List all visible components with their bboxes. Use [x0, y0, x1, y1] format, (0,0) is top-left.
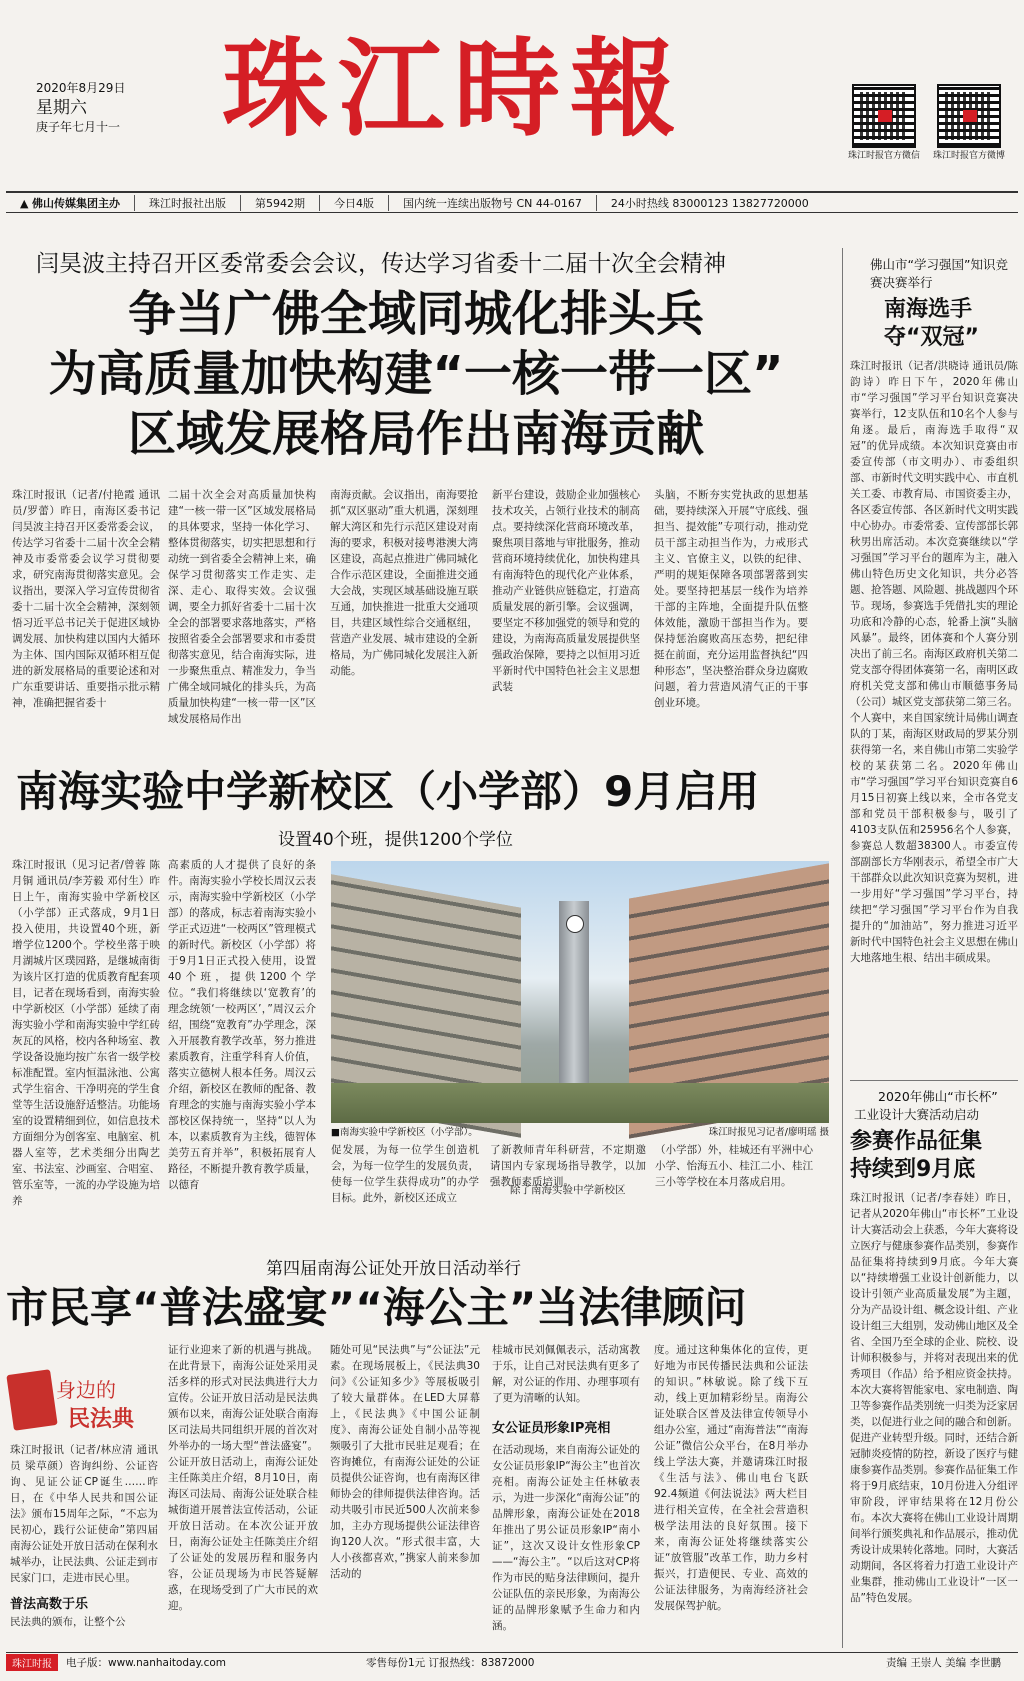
qr-code-icon — [852, 84, 916, 148]
side2-body: 珠江时报讯（记者/李春娃）昨日，记者从2020年佛山“市长杯”工业设计大赛活动会上获悉，今年大赛将设立医疗与健康参赛作品类别，参赛作品征集将持续到9月底。今年大赛以“持续增强工业设计创新能力，以设计引领产业高质量发展”为主题，分为产品设计组、概念设计组、产业设计组三大组别，发动佛山地区及全省、全国乃至全球的企业、院校、设计师积极参与，并将对表现出来的优秀项目（作品）给予相应资金扶持。本次大赛将智能家电、家电制造、陶卫等参赛作品类别统一归类为泛家居类，以促进行业之间的融合和创新。促进产业转型升级。同时，还结合新冠肺炎疫情的防控，新设了医疗与健康参赛作品类别。参赛作品征集工作将于9月底结束，10月份进入分组评审阶段，评审结果将在12月份公布。本次大赛将在佛山工业设计周期间举行颁奖典礼和作品展示，推动优秀设计成果转化落地。同时，大赛活动期间，各区将着力打造工业设计产业集群，推动佛山工业设计“一区一品”特色发展。 — [850, 1192, 1018, 1604]
sidebar-rule — [850, 1080, 1018, 1081]
school-campus-photo — [331, 861, 829, 1123]
publisher: ▲ 佛山传媒集团主办 — [6, 195, 135, 211]
footer-bar — [6, 1652, 1018, 1672]
notary-col4: 桂城市民刘佩佩表示，活动寓教于乐，让自己对民法典有更多了解，对公证的作用、办理事项有了更为清晰的认知。 — [492, 1344, 640, 1404]
notary-title: 市民享“普法盛宴”“海公主”当法律顾问 — [6, 1283, 747, 1332]
footer-site[interactable]: 电子版：www.nanhaitoday.com — [66, 1657, 227, 1669]
info-bar — [6, 191, 1018, 213]
clock-tower — [559, 901, 589, 1091]
courtyard — [331, 1083, 829, 1123]
school-col1: 珠江时报讯（见习记者/曾蓉 陈月铜 通讯员/李芳毅 邓付生）昨日上午，南海实验中学新校区（小学部）正式落成，9月1日投入使用，共设置40个班，新增学位1200个。学校坐落于映月湖城片区璞园路，是继城南街为该片区打造的优质教育配套项目，记者在现场看到，南海实验中学新校区（小学部）延续了南海实验小学和南海实验中学红砖灰瓦的风格，校内各种场室、教学设备设施均按广东省一级学校标准配置。室内恒温泳池、公寓式学生宿舍、干净明亮的学生食堂等生活设施舒适整洁。功能场室的设置精细到位，如信息技术方面细分为创客室、电脑室、机器人室等，艺术类细分出陶艺室、书法室、沙画室、合唱室、管乐室等，一流的办学设施为培养 — [12, 859, 160, 1207]
lead-col4: 新平台建设，鼓励企业加强核心技术攻关，占领行业技术的制高点。要持续深化营商环境改革，聚焦项目落地与审批服务，推动营商环境持续优化，加快构建具有南海特色的现代化产业体系，推动产业链供应链稳定，打造高质量发展的新引擎。会议强调，要坚定不移加强党的领导和党的建设，为南海高质量发展提供坚强政治保障，要持之以恒用习近平新时代中国特色社会主义思想武装 — [492, 489, 640, 693]
side1-kicker: 佛山市“学习强国”知识竞赛决赛举行 — [870, 257, 1008, 290]
masthead-logo: 珠江時報 — [222, 26, 686, 151]
notary-col3: 随处可见“民法典”与“公证法”元素。在现场展板上，《民法典30问》《公证知多少》等展板吸引了较大量群体。在LED大屏幕上，《民法典》《中国公证制度》、南海公证处自制小品等视频吸引了大批市民驻足观看；在咨询摊位，有南海公证处的公证员提供公证咨询，也有南海区律师协会的律师提供法律咨询。活动共吸引市民近500人次前来参加，主办方现场提供公证法律咨询120人次。“形式很丰富，大人小孩都喜欢，”携家人前来参加活动的 — [330, 1344, 480, 1580]
cn-number: 国内统一连续出版物号 CN 44-0167 — [389, 195, 597, 211]
notary-col1-subhead: 普法高数于乐 — [10, 1597, 89, 1612]
lead-col5: 头脑，不断夯实党执政的思想基础，要持续深入开展“守底线、强担当、提效能”专项行动，推动党员干部主动担当作为，力戒形式主义、官僚主义，以铁的纪律、严明的规矩保障各项部署落到实处。要坚持把基层一线作为培养干部的主阵地，全面提升队伍整体效能，激励干部担当作为。要保持惩治腐败高压态势，把纪律挺在前面，充分运用监督执纪“四种形态”，坚决整治群众身边腐败问题，着力营造风清气正的干事创业环境。 — [654, 489, 808, 709]
issue-date: 2020年8月29日 — [36, 81, 126, 95]
lead-title-line3: 区域发展格局作出南海贡献 — [127, 406, 704, 462]
notary-col1b: 民法典的颁布，让整个公 — [10, 1616, 126, 1628]
lead-col1: 珠江时报讯（记者/付艳霞 通讯员/罗蕾）昨日，南海区委书记闫昊波主持召开区委常委会议，传达学习省委十二届十次全会精神及市委常委会议学习贯彻要求，研究南海贯彻落实意见。会议指出，要深入学习宣传贯彻省委十二届十次全会精神，深刻领悟习近平总书记关于促进区域协调发展、加快构建以国内大循环为主体、国内国际双循环相互促进的新发展格局的重要论述和对广东重要讲话、重要指示批示精神，准确把握省委十 — [12, 489, 160, 709]
school-subtitle: 设置40个班，提供1200个学位 — [278, 830, 513, 850]
issue-number: 第5942期 — [241, 195, 320, 211]
column-logo-line1: 身边的 — [56, 1378, 116, 1402]
school-col3: 促发展，为每一位学生创造机会，为每一位学生的发展负责，使每一位学生获得成功”的办学目标。此外，新校区还成立 — [331, 1144, 479, 1204]
school-col2: 高素质的人才提供了良好的条件。南海实验小学校长周汉云表示，南海实验中学新校区（小学部）的落成，标志着南海实验小学正式迈进“一校两区”管理模式的新时代。新校区（小学部）将于9月1日正式投入使用，设置40个班，提供1200个学位。“我们将继续以‘宽教育’的理念统领‘一校两区’，”周汉云介绍，围绕“宽教育”办学理念，深入开展教育教学改革，努力推进素质教育，注重学科育人价值，落实立德树人根本任务。周汉云介绍，新校区在教师的配备、教育理念的实施与南海实验小学本部校区保持统一，坚持“以人为本，以素质教育为主线，德智体美劳五育并举”，积极拓展育人路径，不断提升教育教学质量，以德育 — [168, 859, 316, 1191]
notary-col1: 珠江时报讯（记者/林应清 通讯员 梁草颜）咨询纠纷、公证咨询、见证公证CP诞生……昨日，在《中华人民共和国公证法》颁布15周年之际，“不忘为民初心，践行公证使命”第四届南海公证处开放日活动在保利水城举办，让民法典、公证走到市民家门口，走进市民心里。 — [10, 1444, 158, 1584]
issue-date-block — [36, 80, 125, 136]
book-icon — [6, 1369, 57, 1431]
caption-credit: 珠江时报见习记者/廖明瑶 摄 — [708, 1127, 829, 1138]
notary-col2: 证行业迎来了新的机遇与挑战。在此背景下，南海公证处采用灵活多样的形式对民法典进行大力宣传。公证开放日活动是民法典颁布以来，南海公证处联合南海区司法局共同组织开展的首次对外举办的一场大型“普法盛宴”。公证开放日活动上，南海公证处主任陈美庄介绍，8月10日，南海区司法局、南海公证处联合桂城街道开展普法宣传活动，公证开放日活动。在本次公证开放日，南海公证处主任陈美庄介绍了公证处的发展历程和服务内容，公证员现场为市民答疑解惑，在现场受到了广大市民的欢迎。 — [168, 1344, 318, 1612]
lead-title-line2: 为高质量加快构建“一核一带一区” — [48, 346, 784, 402]
notary-col4-subhead: 女公证员形象IP亮相 — [492, 1421, 611, 1436]
lead-title-line1: 争当广佛全域同城化排头兵 — [127, 286, 704, 342]
school-title: 南海实验中学新校区（小学部）9月启用 — [16, 767, 760, 816]
lunar-date: 庚子年七月十一 — [36, 120, 121, 134]
side1-title2: 夺“双冠” — [884, 325, 979, 350]
issue-weekday: 星期六 — [36, 98, 87, 118]
side2-kicker2: 工业设计大赛活动启动 — [854, 1107, 980, 1122]
notary-col4-block — [492, 1342, 640, 1647]
side2-title1: 参赛作品征集 — [850, 1129, 983, 1154]
school-col5: （小学部）外，桂城还有平洲中心小学、怡海五小、桂江二小、桂江三小等学校在本月落成启用。 — [655, 1144, 813, 1188]
side1-title1: 南海选手 — [884, 297, 973, 322]
side2-title2: 持续到9月底 — [850, 1157, 976, 1182]
lead-col3: 南海贡献。会议指出，南海要抢抓“双区驱动”重大机遇，深刻理解大湾区和先行示范区建设对南海的要求，积极对接粤港澳大湾区建设，高起点推进广佛同城化合作示范区建设，全面推进交通大会战，实现区域基础设施互联互通，加快推进一批重大交通项目，共建区域性综合交通枢纽，营造产业发展、城市建设的全新格局，为广佛同城化发展注入新动能。 — [330, 489, 478, 677]
side1-body: 珠江时报讯（记者/洪晓诗 通讯员/陈韵诗）昨日下午，2020年佛山市“学习强国”学习平台知识竞赛决赛举行，12支队伍和10名个人参与角逐。最后，南海选手取得“双冠”的优异成绩。本次知识竞赛由市委宣传部（市文明办）、市委组织部、市新时代文明实践中心、市直机关工委、市教育局、市国资委主办，各区委宣传部、各区新时代文明实践中心协办。市委常委、宣传部部长郭秋男出席活动。本次竞赛继续以“学习强国”学习平台的题库为主，融入佛山特色历史文化知识，共分必答题、抢答题、风险题、挑战题四个环节。现场，参赛选手凭借扎实的理论功底和冷静的心态，轮番上演“头脑风暴”。最终，团体赛和个人赛分别决出了前三名。南海区政府机关第二党支部夺得团体赛第一名，南明区政府机关党支部和佛山市顺德事务局（公司）城区党支部获第二第三名。个人赛中，来自国家统计局佛山调查队的丁某，南海区财政局的罗某分别获得第一名，来自佛山市第二实验学校的某获第二名。2020年佛山市“学习强国”学习平台知识竞赛自6月15日初赛上线以来，全市各党支部和党员干部积极参与，吸引了4103支队伍和25956名个人参赛，参赛总人数超38300人。市委宣传部副部长方华刚表示，希望全市广大干部群众以此次知识竞赛为契机，进一步用好“学习强国”学习平台，持续把“学习强国”学习平台作为自我提升的“加油站”，努力推进习近平新时代中国特色社会主义思想在佛山大地落地生根、结出丰硕成果。 — [850, 360, 1018, 964]
side2-kicker1: 2020年佛山“市长杯” — [878, 1089, 998, 1104]
weibo-qr[interactable] — [932, 84, 1009, 161]
civil-code-column-logo — [10, 1368, 158, 1436]
lead-headline — [6, 284, 826, 464]
qr-label: 珠江时报官方微信 — [847, 151, 920, 161]
notary-col4b: 在活动现场，来自南海公证处的女公证员形象IP“海公主”也首次亮相。南海公证处主任林敏表示，为进一步深化“南海公证”的品牌形象，南海公证处在2018年推出了男公证员形象IP“南小证”，这次又设计女性形象CP——“海公主”。“以后这对CP将作为市民的贴身法律顾问，提升公证队伍的亲民形象，为南海公证的品牌形象赋予生命力和内涵。 — [492, 1444, 640, 1632]
notary-col5: 度。通过这种集体化的宣传，更好地为市民传播民法典和公证法的知识。”林敏说。除了线下互动，线上更加精彩纷呈。南海公证处联合区普及法律宣传领导小组办公室，通过“南海普法”“南海公证”微信公众平台，在8月举办线上学法大赛，并邀请珠江时报《生活与法》、佛山电台飞跃92.4频道《何法说法》两大栏目进行相关宣传，在全社会营造积极学法用法的良好氛围。接下来，南海公证处将继续落实公证“放管服”改革工作，助力乡村振兴，打造便民、专业、高效的公证法律服务，为南海经济社会发展保驾护航。 — [654, 1344, 808, 1612]
hotline: 24小时热线 83000123 13827720000 — [610, 196, 809, 210]
school-col4-block — [490, 1142, 646, 1198]
wechat-qr[interactable] — [847, 84, 924, 161]
issuer: 珠江时报社出版 — [135, 195, 241, 211]
notary-col1-block — [10, 1442, 158, 1630]
footer-tag: 珠江时报 — [6, 1654, 58, 1671]
school-col4: 了新教师青年科研营，不定期邀请国内专家现场指导教学，以加强教师素质培训。 — [490, 1144, 646, 1188]
page-count: 今日4版 — [320, 195, 389, 211]
notary-kicker: 第四届南海公证处开放日活动举行 — [266, 1259, 521, 1279]
sidebar-divider — [842, 248, 843, 1648]
caption-left: ■南海实验中学新校区（小学部）。 — [331, 1127, 478, 1138]
sidebar-story-2 — [850, 1088, 1018, 1640]
qr-code-icon — [937, 84, 1001, 148]
lead-kicker: 闫昊波主持召开区委常委会会议，传达学习省委十二届十次全会精神 — [36, 251, 726, 277]
column-logo-line2: 民法典 — [68, 1407, 135, 1432]
sidebar-story-1 — [850, 256, 1018, 1018]
school-col4b: 除了南海实验中学新校区 — [510, 1184, 626, 1196]
footer-price: 零售每份1元 订报热线：83872000 — [366, 1657, 535, 1669]
footer-editors: 责编 王崇人 美编 李世鹏 — [886, 1657, 1002, 1669]
lead-col2: 二届十次全会对高质量加快构建“一核一带一区”区域发展格局的具体要求，坚持一体化学习、整体贯彻落实，切实把思想和行动统一到省委全会精神上来，确保学习贯彻落实工作走实、走深、走心、取得实效。会议强调，要全力抓好省委十二届十次全会的部署要求落地落实，严格按照省委全会部署要求和市委贯彻落实意见，结合南海实际，进一步聚焦重点、精准发力，争当广佛全域同城化的排头兵，为高质量加快构建“一核一带一区”区域发展格局作出 — [168, 489, 316, 725]
qr-label: 珠江时报官方微博 — [932, 151, 1005, 161]
photo-caption — [331, 1124, 829, 1138]
